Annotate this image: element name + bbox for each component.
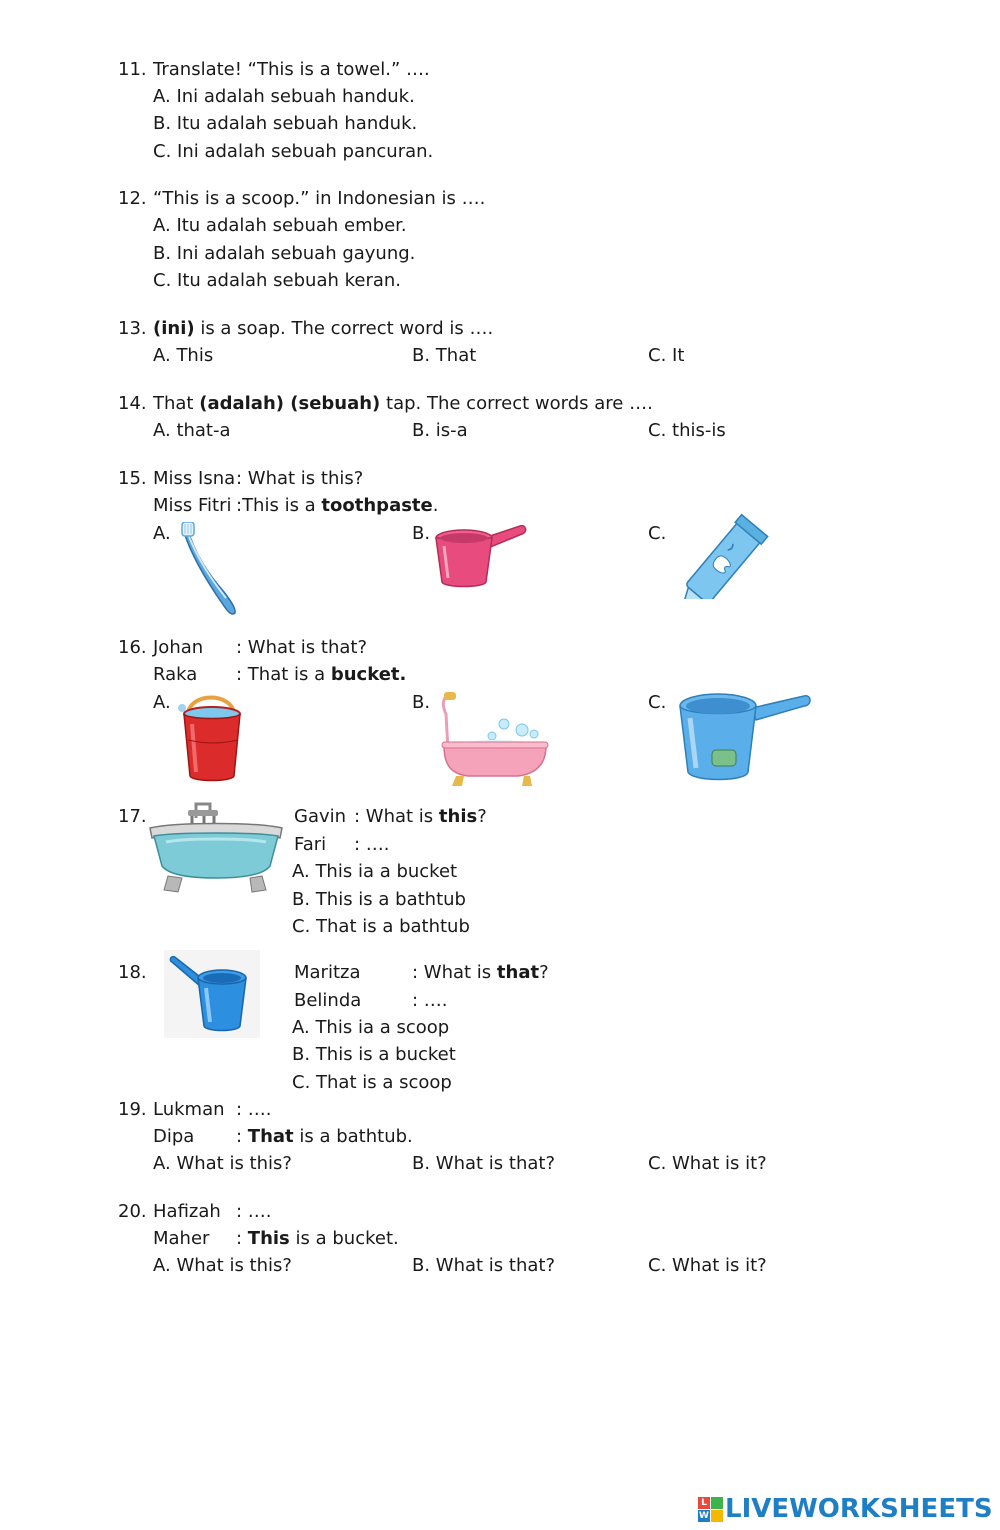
q16-line2-bold: bucket.	[330, 664, 407, 685]
q19-line2-bold: That	[247, 1126, 294, 1147]
q18-line1	[412, 962, 549, 984]
liveworksheets-logo-icon	[698, 1497, 723, 1522]
q15-line2-post: .	[432, 495, 439, 516]
q14-stem-rest: tap. The correct words are ….	[380, 393, 653, 414]
q20-number: 20.	[118, 1201, 147, 1222]
pink-scoop-image[interactable]	[434, 520, 528, 590]
toothpaste-image[interactable]	[680, 503, 784, 599]
q18-speaker2: Belinda	[294, 990, 362, 1011]
q12-number: 12.	[118, 188, 147, 209]
q13-stem-bold: (ini)	[153, 318, 195, 339]
q16-option-a-label[interactable]: A.	[153, 692, 171, 713]
q17-option-c[interactable]: C. That is a bathtub	[292, 916, 470, 937]
bathtub-image[interactable]	[146, 798, 286, 896]
liveworksheets-wordmark: LIVEWORKSHEETS	[725, 1494, 993, 1524]
q20-line2-bold: This	[247, 1228, 290, 1249]
q19-option-a[interactable]: A. What is this?	[153, 1153, 292, 1174]
q14-stem	[153, 393, 653, 415]
logo-letter-w: W	[699, 1510, 709, 1521]
q15-speaker1: Miss Isna	[153, 468, 236, 489]
q20-line2-post: is a bucket.	[289, 1228, 399, 1249]
q18-line2: : ….	[412, 990, 448, 1011]
q18-line1-bold: that	[496, 962, 540, 983]
q16-line2	[236, 664, 406, 686]
q16-option-b-label[interactable]: B.	[412, 692, 431, 713]
q17-option-a[interactable]: A. This ia a bucket	[292, 861, 458, 882]
q19-option-b[interactable]: B. What is that?	[412, 1153, 556, 1174]
q18-option-a[interactable]: A. This ia a scoop	[292, 1017, 450, 1038]
q20-option-b[interactable]: B. What is that?	[412, 1255, 556, 1276]
logo-square-yellow	[711, 1510, 723, 1522]
q11-number: 11.	[118, 59, 147, 80]
q11-stem: Translate! “This is a towel.” ….	[153, 59, 430, 80]
toothbrush-image[interactable]	[180, 522, 242, 616]
q19-speaker1: Lukman	[153, 1099, 225, 1120]
q17-option-b[interactable]: B. This is a bathtub	[292, 889, 466, 910]
q14-stem-bold: (adalah) (sebuah)	[199, 393, 381, 414]
q17-line1-bold: this	[438, 806, 478, 827]
pink-bathtub-image[interactable]	[438, 690, 550, 792]
q16-line2-pre: : That is a	[236, 664, 331, 685]
q17-line1-pre: : What is	[354, 806, 439, 827]
q12-option-b[interactable]: B. Ini adalah sebuah gayung.	[153, 243, 416, 264]
q17-line1-post: ?	[477, 806, 487, 827]
q13-number: 13.	[118, 318, 147, 339]
q15-option-a-label[interactable]: A.	[153, 523, 171, 544]
q15-line2-bold: toothpaste	[321, 495, 433, 516]
q11-option-c[interactable]: C. Ini adalah sebuah pancuran.	[153, 141, 434, 162]
q19-line2-post: is a bathtub.	[293, 1126, 413, 1147]
q18-line1-pre: : What is	[412, 962, 497, 983]
q19-line1: : ….	[236, 1099, 272, 1120]
q17-speaker2: Fari	[294, 834, 327, 855]
q18-speaker1: Maritza	[294, 962, 361, 983]
q19-option-c[interactable]: C. What is it?	[648, 1153, 767, 1174]
q19-number: 19.	[118, 1099, 147, 1120]
q14-number: 14.	[118, 393, 147, 414]
q15-number: 15.	[118, 468, 147, 489]
q15-line2	[236, 495, 438, 517]
q13-stem-rest: is a soap. The correct word is ….	[194, 318, 494, 339]
q15-line1: : What is this?	[236, 468, 364, 489]
logo-square-green	[711, 1497, 723, 1509]
liveworksheets-logo[interactable]	[698, 1494, 993, 1524]
q13-option-a[interactable]: A. This	[153, 345, 214, 366]
q12-option-c[interactable]: C. Itu adalah sebuah keran.	[153, 270, 402, 291]
q16-speaker1: Johan	[153, 637, 204, 658]
q16-option-c-label[interactable]: C.	[648, 692, 667, 713]
q20-line2	[236, 1228, 399, 1250]
q16-speaker2: Raka	[153, 664, 198, 685]
q16-line1: : What is that?	[236, 637, 368, 658]
q13-stem	[153, 318, 493, 340]
q20-speaker1: Hafizah	[153, 1201, 221, 1222]
q19-speaker2: Dipa	[153, 1126, 195, 1147]
q16-number: 16.	[118, 637, 147, 658]
blue-scoop-image[interactable]	[676, 688, 812, 784]
q19-line2	[236, 1126, 413, 1148]
q20-speaker2: Maher	[153, 1228, 210, 1249]
q20-line1: : ….	[236, 1201, 272, 1222]
q13-option-b[interactable]: B. That	[412, 345, 477, 366]
q14-stem-pre: That	[153, 393, 200, 414]
logo-letter-l: L	[698, 1497, 710, 1509]
q11-option-b[interactable]: B. Itu adalah sebuah handuk.	[153, 113, 418, 134]
q20-option-c[interactable]: C. What is it?	[648, 1255, 767, 1276]
q15-speaker2: Miss Fitri	[153, 495, 232, 516]
q18-option-c[interactable]: C. That is a scoop	[292, 1072, 452, 1093]
scoop-image[interactable]	[164, 950, 260, 1038]
q15-option-c-label[interactable]: C.	[648, 523, 667, 544]
q14-option-c[interactable]: C. this-is	[648, 420, 726, 441]
q17-line1	[354, 806, 487, 828]
q14-option-a[interactable]: A. that-a	[153, 420, 231, 441]
q11-option-a[interactable]: A. Ini adalah sebuah handuk.	[153, 86, 415, 107]
q18-option-b[interactable]: B. This is a bucket	[292, 1044, 456, 1065]
q15-line2-pre: :This is a	[236, 495, 322, 516]
q13-option-c[interactable]: C. It	[648, 345, 685, 366]
q14-option-b[interactable]: B. is-a	[412, 420, 468, 441]
q15-option-b-label[interactable]: B.	[412, 523, 431, 544]
q17-number: 17.	[118, 806, 147, 827]
q12-stem: “This is a scoop.” in Indonesian is ….	[153, 188, 486, 209]
q18-line1-post: ?	[539, 962, 549, 983]
q20-option-a[interactable]: A. What is this?	[153, 1255, 292, 1276]
q17-line2: : ….	[354, 834, 390, 855]
q20-line2-pre: :	[236, 1228, 248, 1249]
q19-line2-pre: :	[236, 1126, 248, 1147]
q17-speaker1: Gavin	[294, 806, 347, 827]
red-bucket-image[interactable]	[176, 688, 248, 784]
q12-option-a[interactable]: A. Itu adalah sebuah ember.	[153, 215, 407, 236]
q18-number: 18.	[118, 962, 147, 983]
